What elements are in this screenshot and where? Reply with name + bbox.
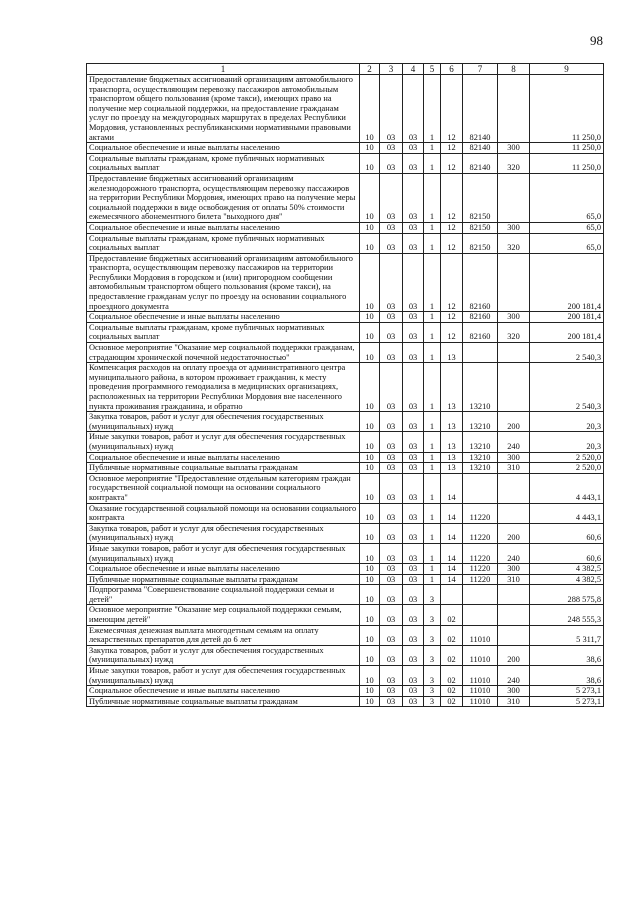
- cell-subprogram: 1: [424, 143, 441, 154]
- cell-subsection: 03: [380, 363, 403, 412]
- cell-program: 03: [403, 153, 424, 173]
- cell-measure: 12: [441, 233, 463, 253]
- cell-subprogram: 3: [424, 585, 441, 605]
- cell-subprogram: 1: [424, 564, 441, 575]
- cell-expense-type: [498, 343, 530, 363]
- cell-direction: 13210: [463, 432, 498, 452]
- cell-subsection: 03: [380, 696, 403, 707]
- cell-program: 03: [403, 173, 424, 222]
- cell-amount: 20,3: [530, 432, 604, 452]
- cell-subprogram: 1: [424, 343, 441, 363]
- cell-amount: 2 520,0: [530, 452, 604, 463]
- cell-section: 10: [360, 222, 380, 233]
- cell-amount: 2 540,3: [530, 363, 604, 412]
- cell-name: Предоставление бюджетных ассигнований организациям автомобильного транспорта, осуществляющим перевозку пассажиров автомобильным транспортом общего пользования (кроме такси), имеющих право на получение мер социальной поддержки, на предоставление гражданам услуг по проезду на междугородных маршрутах в пределах Республики Мордовия, установленных республиканскими нормативными правовыми актами: [87, 75, 360, 143]
- header-cell-section: 2: [360, 64, 380, 75]
- cell-expense-type: 200: [498, 412, 530, 432]
- cell-direction: 82150: [463, 173, 498, 222]
- cell-name: Социальные выплаты гражданам, кроме публичных нормативных социальных выплат: [87, 153, 360, 173]
- cell-subsection: 03: [380, 543, 403, 563]
- budget-table: [86, 63, 604, 707]
- cell-section: 10: [360, 173, 380, 222]
- cell-direction: 11220: [463, 564, 498, 575]
- cell-subprogram: 3: [424, 666, 441, 686]
- cell-expense-type: 320: [498, 233, 530, 253]
- cell-name: Иные закупки товаров, работ и услуг для обеспечения государственных (муниципальных) нужд: [87, 432, 360, 452]
- cell-subprogram: 1: [424, 463, 441, 474]
- cell-measure: 13: [441, 343, 463, 363]
- cell-subsection: 03: [380, 322, 403, 342]
- cell-measure: 02: [441, 605, 463, 625]
- cell-name: Закупка товаров, работ и услуг для обеспечения государственных (муниципальных) нужд: [87, 523, 360, 543]
- cell-amount: 200 181,4: [530, 253, 604, 312]
- cell-name: Социальное обеспечение и иные выплаты населению: [87, 452, 360, 463]
- cell-measure: 02: [441, 645, 463, 665]
- cell-program: 03: [403, 605, 424, 625]
- cell-measure: 14: [441, 523, 463, 543]
- cell-program: 03: [403, 312, 424, 323]
- cell-section: 10: [360, 666, 380, 686]
- cell-expense-type: [498, 173, 530, 222]
- cell-amount: 4 443,1: [530, 473, 604, 503]
- cell-measure: 14: [441, 543, 463, 563]
- cell-amount: 2 520,0: [530, 463, 604, 474]
- cell-subprogram: 1: [424, 173, 441, 222]
- cell-program: 03: [403, 222, 424, 233]
- cell-name: Публичные нормативные социальные выплаты гражданам: [87, 574, 360, 585]
- cell-name: Подпрограмма "Совершенствование социальной поддержки семьи и детей": [87, 585, 360, 605]
- cell-amount: 65,0: [530, 233, 604, 253]
- cell-expense-type: 320: [498, 322, 530, 342]
- cell-measure: 12: [441, 173, 463, 222]
- table-row: [87, 173, 604, 222]
- table-row: [87, 412, 604, 432]
- cell-direction: 82160: [463, 253, 498, 312]
- cell-expense-type: 240: [498, 432, 530, 452]
- cell-subsection: 03: [380, 503, 403, 523]
- cell-name: Социальное обеспечение и иные выплаты населению: [87, 564, 360, 575]
- cell-name: Социальное обеспечение и иные выплаты населению: [87, 312, 360, 323]
- cell-subsection: 03: [380, 75, 403, 143]
- cell-measure: 13: [441, 463, 463, 474]
- cell-direction: [463, 585, 498, 605]
- cell-subsection: 03: [380, 222, 403, 233]
- cell-subprogram: 3: [424, 686, 441, 697]
- cell-name: Социальные выплаты гражданам, кроме публичных нормативных социальных выплат: [87, 233, 360, 253]
- cell-subsection: 03: [380, 645, 403, 665]
- cell-amount: 5 273,1: [530, 696, 604, 707]
- table-row: [87, 696, 604, 707]
- cell-measure: 14: [441, 473, 463, 503]
- table-row: [87, 585, 604, 605]
- table-row: [87, 363, 604, 412]
- cell-amount: 2 540,3: [530, 343, 604, 363]
- cell-section: 10: [360, 645, 380, 665]
- cell-section: 10: [360, 312, 380, 323]
- cell-expense-type: 300: [498, 686, 530, 697]
- cell-amount: 4 382,5: [530, 564, 604, 575]
- cell-expense-type: [498, 363, 530, 412]
- cell-program: 03: [403, 564, 424, 575]
- cell-program: 03: [403, 696, 424, 707]
- cell-measure: 13: [441, 363, 463, 412]
- cell-subprogram: 1: [424, 574, 441, 585]
- cell-amount: 5 311,7: [530, 625, 604, 645]
- table-row: [87, 312, 604, 323]
- cell-section: 10: [360, 452, 380, 463]
- cell-expense-type: [498, 625, 530, 645]
- cell-expense-type: 310: [498, 696, 530, 707]
- cell-program: 03: [403, 585, 424, 605]
- cell-subsection: 03: [380, 666, 403, 686]
- cell-measure: 14: [441, 564, 463, 575]
- cell-section: 10: [360, 343, 380, 363]
- cell-measure: 12: [441, 143, 463, 154]
- cell-program: 03: [403, 463, 424, 474]
- table-row: [87, 564, 604, 575]
- cell-section: 10: [360, 143, 380, 154]
- table-row: [87, 463, 604, 474]
- cell-program: 03: [403, 233, 424, 253]
- cell-program: 03: [403, 452, 424, 463]
- cell-subsection: 03: [380, 605, 403, 625]
- cell-name: Ежемесячная денежная выплата многодетным семьям на оплату лекарственных препаратов для детей до 6 лет: [87, 625, 360, 645]
- header-cell-program: 4: [403, 64, 424, 75]
- header-cell-name: 1: [87, 64, 360, 75]
- cell-section: 10: [360, 363, 380, 412]
- cell-program: 03: [403, 343, 424, 363]
- cell-program: 03: [403, 253, 424, 312]
- table-row: [87, 75, 604, 143]
- cell-subprogram: 1: [424, 363, 441, 412]
- header-cell-subsection: 3: [380, 64, 403, 75]
- cell-amount: 65,0: [530, 222, 604, 233]
- cell-measure: 12: [441, 153, 463, 173]
- cell-program: 03: [403, 432, 424, 452]
- cell-subsection: 03: [380, 686, 403, 697]
- cell-subsection: 03: [380, 574, 403, 585]
- cell-subsection: 03: [380, 473, 403, 503]
- cell-name: Основное мероприятие "Оказание мер социальной поддержки гражданам, страдающим хронической почечной недостаточностью": [87, 343, 360, 363]
- table-row: [87, 625, 604, 645]
- cell-amount: 5 273,1: [530, 686, 604, 697]
- cell-measure: 02: [441, 686, 463, 697]
- cell-section: 10: [360, 574, 380, 585]
- cell-amount: 11 250,0: [530, 153, 604, 173]
- cell-subsection: 03: [380, 233, 403, 253]
- cell-subprogram: 1: [424, 452, 441, 463]
- cell-subprogram: 1: [424, 473, 441, 503]
- cell-amount: 38,6: [530, 666, 604, 686]
- cell-direction: 13210: [463, 452, 498, 463]
- cell-expense-type: 300: [498, 564, 530, 575]
- cell-amount: 200 181,4: [530, 312, 604, 323]
- table-row: [87, 222, 604, 233]
- cell-direction: 11220: [463, 543, 498, 563]
- cell-subsection: 03: [380, 585, 403, 605]
- cell-section: 10: [360, 253, 380, 312]
- table-row: [87, 543, 604, 563]
- header-cell-subprogram: 5: [424, 64, 441, 75]
- cell-program: 03: [403, 625, 424, 645]
- cell-amount: 60,6: [530, 543, 604, 563]
- cell-section: 10: [360, 153, 380, 173]
- cell-subsection: 03: [380, 312, 403, 323]
- cell-amount: 4 443,1: [530, 503, 604, 523]
- cell-subprogram: 1: [424, 432, 441, 452]
- cell-measure: 12: [441, 322, 463, 342]
- cell-measure: 13: [441, 412, 463, 432]
- cell-measure: 12: [441, 312, 463, 323]
- cell-amount: 200 181,4: [530, 322, 604, 342]
- cell-measure: [441, 585, 463, 605]
- cell-measure: 02: [441, 696, 463, 707]
- cell-subprogram: 3: [424, 605, 441, 625]
- cell-subprogram: 3: [424, 696, 441, 707]
- table-row: [87, 686, 604, 697]
- cell-measure: 14: [441, 574, 463, 585]
- cell-name: Социальное обеспечение и иные выплаты населению: [87, 143, 360, 154]
- cell-section: 10: [360, 503, 380, 523]
- table-row: [87, 432, 604, 452]
- cell-section: 10: [360, 233, 380, 253]
- cell-name: Основное мероприятие "Предоставление отдельным категориям граждан государственной социальной помощи на основании социального контракта": [87, 473, 360, 503]
- cell-program: 03: [403, 645, 424, 665]
- cell-expense-type: 240: [498, 543, 530, 563]
- cell-section: 10: [360, 686, 380, 697]
- cell-measure: 02: [441, 666, 463, 686]
- table-row: [87, 322, 604, 342]
- cell-section: 10: [360, 432, 380, 452]
- cell-name: Иные закупки товаров, работ и услуг для обеспечения государственных (муниципальных) нужд: [87, 666, 360, 686]
- cell-section: 10: [360, 543, 380, 563]
- cell-name: Публичные нормативные социальные выплаты гражданам: [87, 696, 360, 707]
- cell-name: Основное мероприятие "Оказание мер социальной поддержки семьям, имеющим детей": [87, 605, 360, 625]
- cell-direction: 82140: [463, 143, 498, 154]
- cell-subprogram: 1: [424, 322, 441, 342]
- cell-direction: 82150: [463, 233, 498, 253]
- cell-expense-type: [498, 473, 530, 503]
- cell-subprogram: 1: [424, 153, 441, 173]
- cell-subprogram: 3: [424, 625, 441, 645]
- cell-name: Социальные выплаты гражданам, кроме публичных нормативных социальных выплат: [87, 322, 360, 342]
- cell-name: Закупка товаров, работ и услуг для обеспечения государственных (муниципальных) нужд: [87, 412, 360, 432]
- table-row: [87, 253, 604, 312]
- cell-section: 10: [360, 605, 380, 625]
- cell-expense-type: 200: [498, 645, 530, 665]
- cell-expense-type: [498, 503, 530, 523]
- cell-subsection: 03: [380, 523, 403, 543]
- cell-subsection: 03: [380, 432, 403, 452]
- cell-subsection: 03: [380, 253, 403, 312]
- cell-direction: 82140: [463, 75, 498, 143]
- table-row: [87, 503, 604, 523]
- cell-measure: 13: [441, 432, 463, 452]
- cell-section: 10: [360, 523, 380, 543]
- cell-name: Компенсация расходов на оплату проезда от административного центра муниципального района, в котором проживает гражданин, к месту проведения программного гемодиализа в медицинских организациях, расположенных на территории Республики Мордовия вне населенного пункта проживания гражданина, и обратно: [87, 363, 360, 412]
- cell-expense-type: 300: [498, 143, 530, 154]
- table-row: [87, 666, 604, 686]
- cell-direction: 82160: [463, 312, 498, 323]
- cell-amount: 4 382,5: [530, 574, 604, 585]
- cell-subsection: 03: [380, 153, 403, 173]
- cell-program: 03: [403, 143, 424, 154]
- cell-direction: 82150: [463, 222, 498, 233]
- cell-subprogram: 1: [424, 503, 441, 523]
- cell-direction: 11010: [463, 666, 498, 686]
- cell-subsection: 03: [380, 452, 403, 463]
- cell-section: 10: [360, 625, 380, 645]
- cell-amount: 38,6: [530, 645, 604, 665]
- cell-expense-type: 240: [498, 666, 530, 686]
- cell-amount: 65,0: [530, 173, 604, 222]
- cell-direction: 11220: [463, 523, 498, 543]
- cell-amount: 11 250,0: [530, 75, 604, 143]
- cell-program: 03: [403, 503, 424, 523]
- cell-subsection: 03: [380, 143, 403, 154]
- cell-subprogram: 1: [424, 75, 441, 143]
- cell-section: 10: [360, 564, 380, 575]
- cell-expense-type: [498, 605, 530, 625]
- table-row: [87, 143, 604, 154]
- cell-name: Иные закупки товаров, работ и услуг для обеспечения государственных (муниципальных) нужд: [87, 543, 360, 563]
- cell-amount: 248 555,3: [530, 605, 604, 625]
- table-header-row: [87, 64, 604, 75]
- cell-measure: 12: [441, 75, 463, 143]
- cell-expense-type: 300: [498, 452, 530, 463]
- cell-expense-type: [498, 75, 530, 143]
- cell-expense-type: 320: [498, 153, 530, 173]
- cell-measure: 12: [441, 222, 463, 233]
- table-row: [87, 574, 604, 585]
- cell-subsection: 03: [380, 463, 403, 474]
- cell-name: Предоставление бюджетных ассигнований организациям автомобильного транспорта, осуществляющим перевозку пассажиров на территории Республики Мордовия в городском и (или) пригородном сообщении автомобильным транспортом общего пользования (кроме такси), на предоставление гражданам услуг по проезду на основании социального проездного документа: [87, 253, 360, 312]
- cell-name: Социальное обеспечение и иные выплаты населению: [87, 686, 360, 697]
- cell-program: 03: [403, 574, 424, 585]
- cell-subprogram: 1: [424, 233, 441, 253]
- cell-direction: [463, 343, 498, 363]
- cell-section: 10: [360, 322, 380, 342]
- cell-expense-type: 300: [498, 222, 530, 233]
- cell-program: 03: [403, 363, 424, 412]
- header-cell-direction: 7: [463, 64, 498, 75]
- cell-direction: 11010: [463, 686, 498, 697]
- cell-section: 10: [360, 412, 380, 432]
- header-cell-expense-type: 8: [498, 64, 530, 75]
- cell-section: 10: [360, 463, 380, 474]
- cell-expense-type: [498, 253, 530, 312]
- table-body: [87, 64, 604, 707]
- cell-subsection: 03: [380, 564, 403, 575]
- cell-direction: 11010: [463, 696, 498, 707]
- cell-measure: 14: [441, 503, 463, 523]
- cell-program: 03: [403, 322, 424, 342]
- cell-name: Закупка товаров, работ и услуг для обеспечения государственных (муниципальных) нужд: [87, 645, 360, 665]
- cell-amount: 11 250,0: [530, 143, 604, 154]
- cell-subprogram: 1: [424, 523, 441, 543]
- table-row: [87, 153, 604, 173]
- cell-subsection: 03: [380, 625, 403, 645]
- cell-program: 03: [403, 543, 424, 563]
- cell-program: 03: [403, 75, 424, 143]
- cell-measure: 02: [441, 625, 463, 645]
- table-row: [87, 523, 604, 543]
- cell-measure: 13: [441, 452, 463, 463]
- cell-direction: 13210: [463, 412, 498, 432]
- cell-amount: 60,6: [530, 523, 604, 543]
- cell-program: 03: [403, 686, 424, 697]
- cell-direction: [463, 605, 498, 625]
- table-row: [87, 473, 604, 503]
- cell-subprogram: 1: [424, 253, 441, 312]
- cell-expense-type: 310: [498, 574, 530, 585]
- cell-section: 10: [360, 75, 380, 143]
- cell-expense-type: 300: [498, 312, 530, 323]
- cell-direction: 13210: [463, 363, 498, 412]
- table-row: [87, 645, 604, 665]
- table-row: [87, 343, 604, 363]
- table-row: [87, 452, 604, 463]
- cell-subprogram: 1: [424, 222, 441, 233]
- cell-section: 10: [360, 696, 380, 707]
- cell-subsection: 03: [380, 173, 403, 222]
- cell-direction: 13210: [463, 463, 498, 474]
- cell-name: Социальное обеспечение и иные выплаты населению: [87, 222, 360, 233]
- cell-amount: 288 575,8: [530, 585, 604, 605]
- cell-section: 10: [360, 473, 380, 503]
- cell-direction: 11010: [463, 645, 498, 665]
- cell-name: Публичные нормативные социальные выплаты гражданам: [87, 463, 360, 474]
- cell-section: 10: [360, 585, 380, 605]
- cell-measure: 12: [441, 253, 463, 312]
- header-cell-measure: 6: [441, 64, 463, 75]
- cell-subprogram: 1: [424, 412, 441, 432]
- cell-program: 03: [403, 666, 424, 686]
- cell-subprogram: 1: [424, 312, 441, 323]
- cell-program: 03: [403, 473, 424, 503]
- cell-name: Оказание государственной социальной помощи на основании социального контракта: [87, 503, 360, 523]
- cell-direction: [463, 473, 498, 503]
- header-cell-amount: 9: [530, 64, 604, 75]
- cell-direction: 11010: [463, 625, 498, 645]
- cell-direction: 11220: [463, 503, 498, 523]
- cell-program: 03: [403, 412, 424, 432]
- cell-program: 03: [403, 523, 424, 543]
- cell-subsection: 03: [380, 412, 403, 432]
- cell-direction: 82140: [463, 153, 498, 173]
- cell-direction: 82160: [463, 322, 498, 342]
- cell-amount: 20,3: [530, 412, 604, 432]
- cell-expense-type: [498, 585, 530, 605]
- page-number: 98: [590, 33, 603, 48]
- cell-subprogram: 3: [424, 645, 441, 665]
- cell-direction: 11220: [463, 574, 498, 585]
- cell-subprogram: 1: [424, 543, 441, 563]
- cell-expense-type: 200: [498, 523, 530, 543]
- cell-name: Предоставление бюджетных ассигнований организациям железнодорожного транспорта, осуществляющим перевозку пассажиров на территории Республики Мордовия, имеющих право на получение меры социальной поддержки в виде освобождения от оплаты 50% стоимости ежемесячного абонементного билета "выходного дня": [87, 173, 360, 222]
- cell-expense-type: 310: [498, 463, 530, 474]
- table-row: [87, 233, 604, 253]
- cell-subsection: 03: [380, 343, 403, 363]
- table-row: [87, 605, 604, 625]
